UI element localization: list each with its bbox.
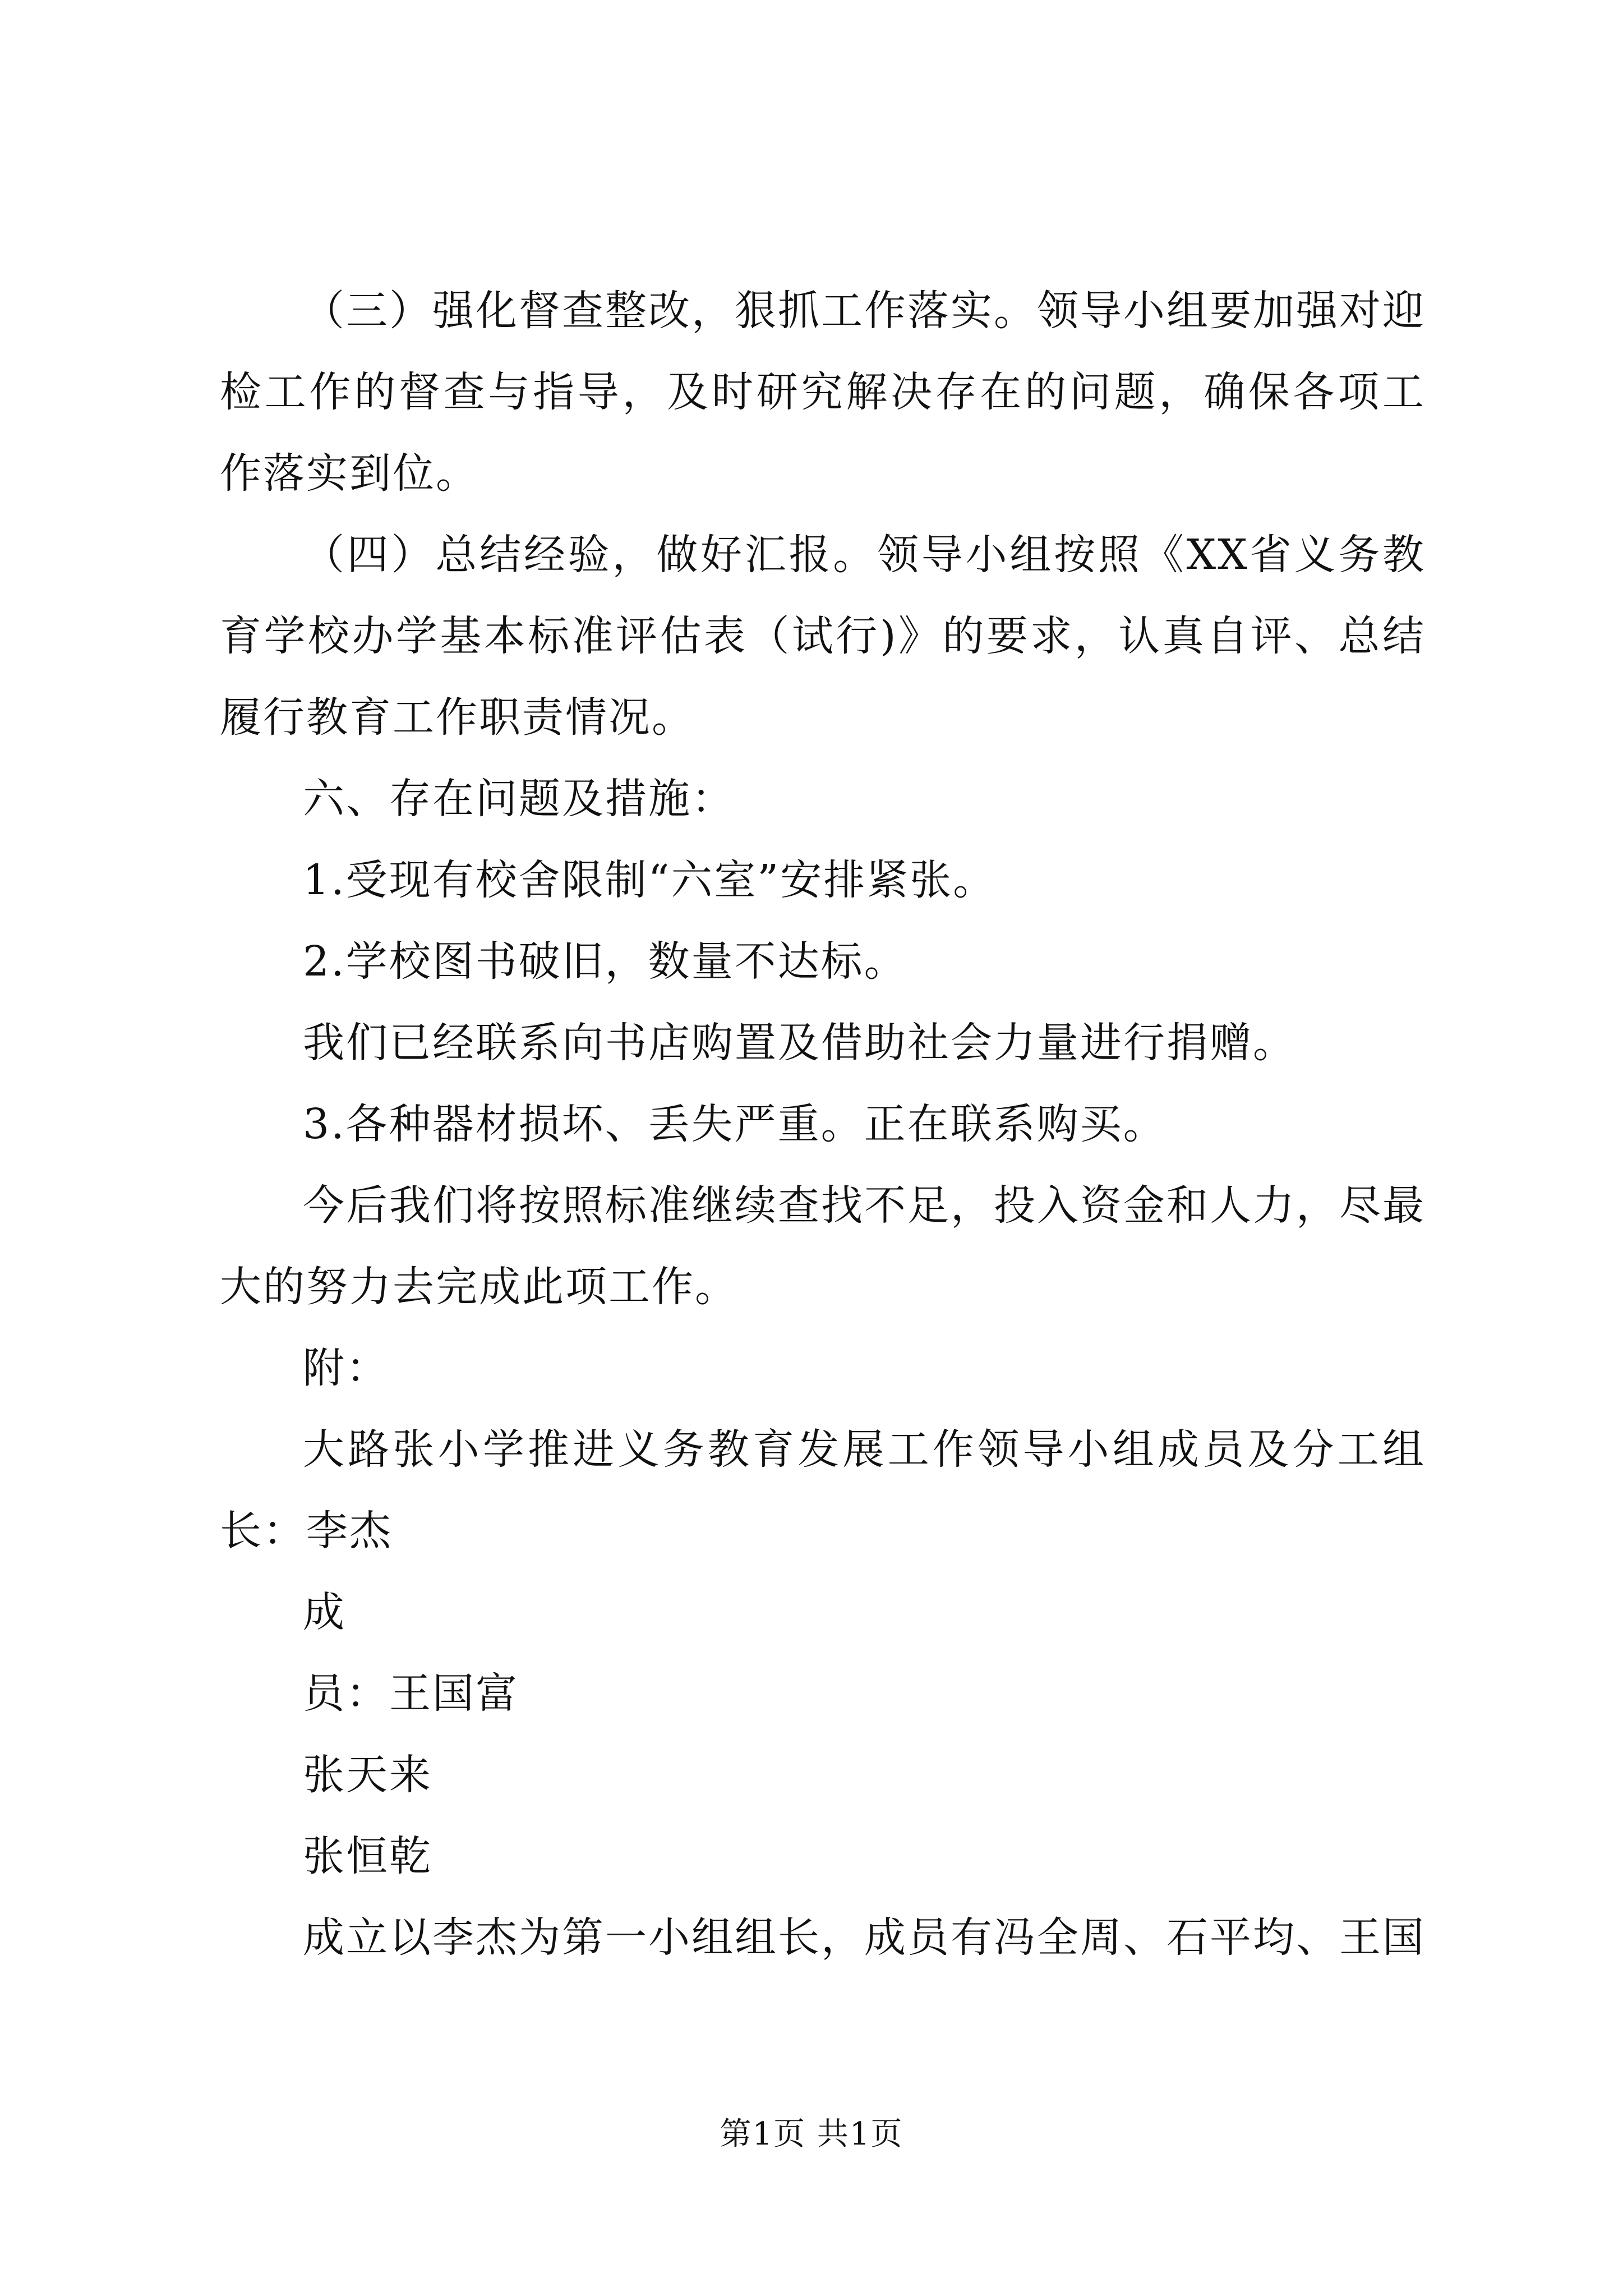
paragraph-future-plan: 今后我们将按照标准继续查找不足，投入资金和人力，尽最大的努力去完成此项工作。 [220,1181,1426,1311]
members-label-part2: 员：王国富 [303,1669,519,1718]
document-body [220,270,1426,1978]
measure-text: 我们已经联系向书店购置及借助社会力量进行捐赠。 [303,1019,1296,1067]
problem-item-1: 1.受现有校舍限制“六室”安排紧张。 [303,856,997,904]
paragraph-first-group: 成立以李杰为第一小组组长，成员有冯全周、石平均、王国 [303,1913,1426,1962]
page-footer: 第1页 共1页 [720,2116,903,2152]
members-label-part1: 成 [303,1588,346,1636]
appendix-group-title: 大路张小学推进义务教育发展工作领导小组成员及分工组长：李杰 [220,1425,1426,1555]
member-name: 张天来 [303,1751,432,1799]
member-name: 张恒乾 [303,1832,432,1880]
paragraph-supervision: （三）强化督查整改，狠抓工作落实。领导小组要加强对迎检工作的督查与指导，及时研究解决存在的问题，确保各项工作落实到位。 [220,287,1426,498]
problem-item-2: 2.学校图书破旧，数量不达标。 [303,937,907,986]
problem-item-3: 3.各种器材损坏、丢失严重。正在联系购买。 [303,1100,1166,1148]
section-heading-problems: 六、存在问题及措施： [303,775,735,823]
appendix-label: 附： [303,1344,389,1392]
paragraph-summary-report: （四）总结经验，做好汇报。领导小组按照《XX省义务教育学校办学基本标准评估表（试行)》的要求，认真自评、总结履行教育工作职责情况。 [220,531,1426,742]
